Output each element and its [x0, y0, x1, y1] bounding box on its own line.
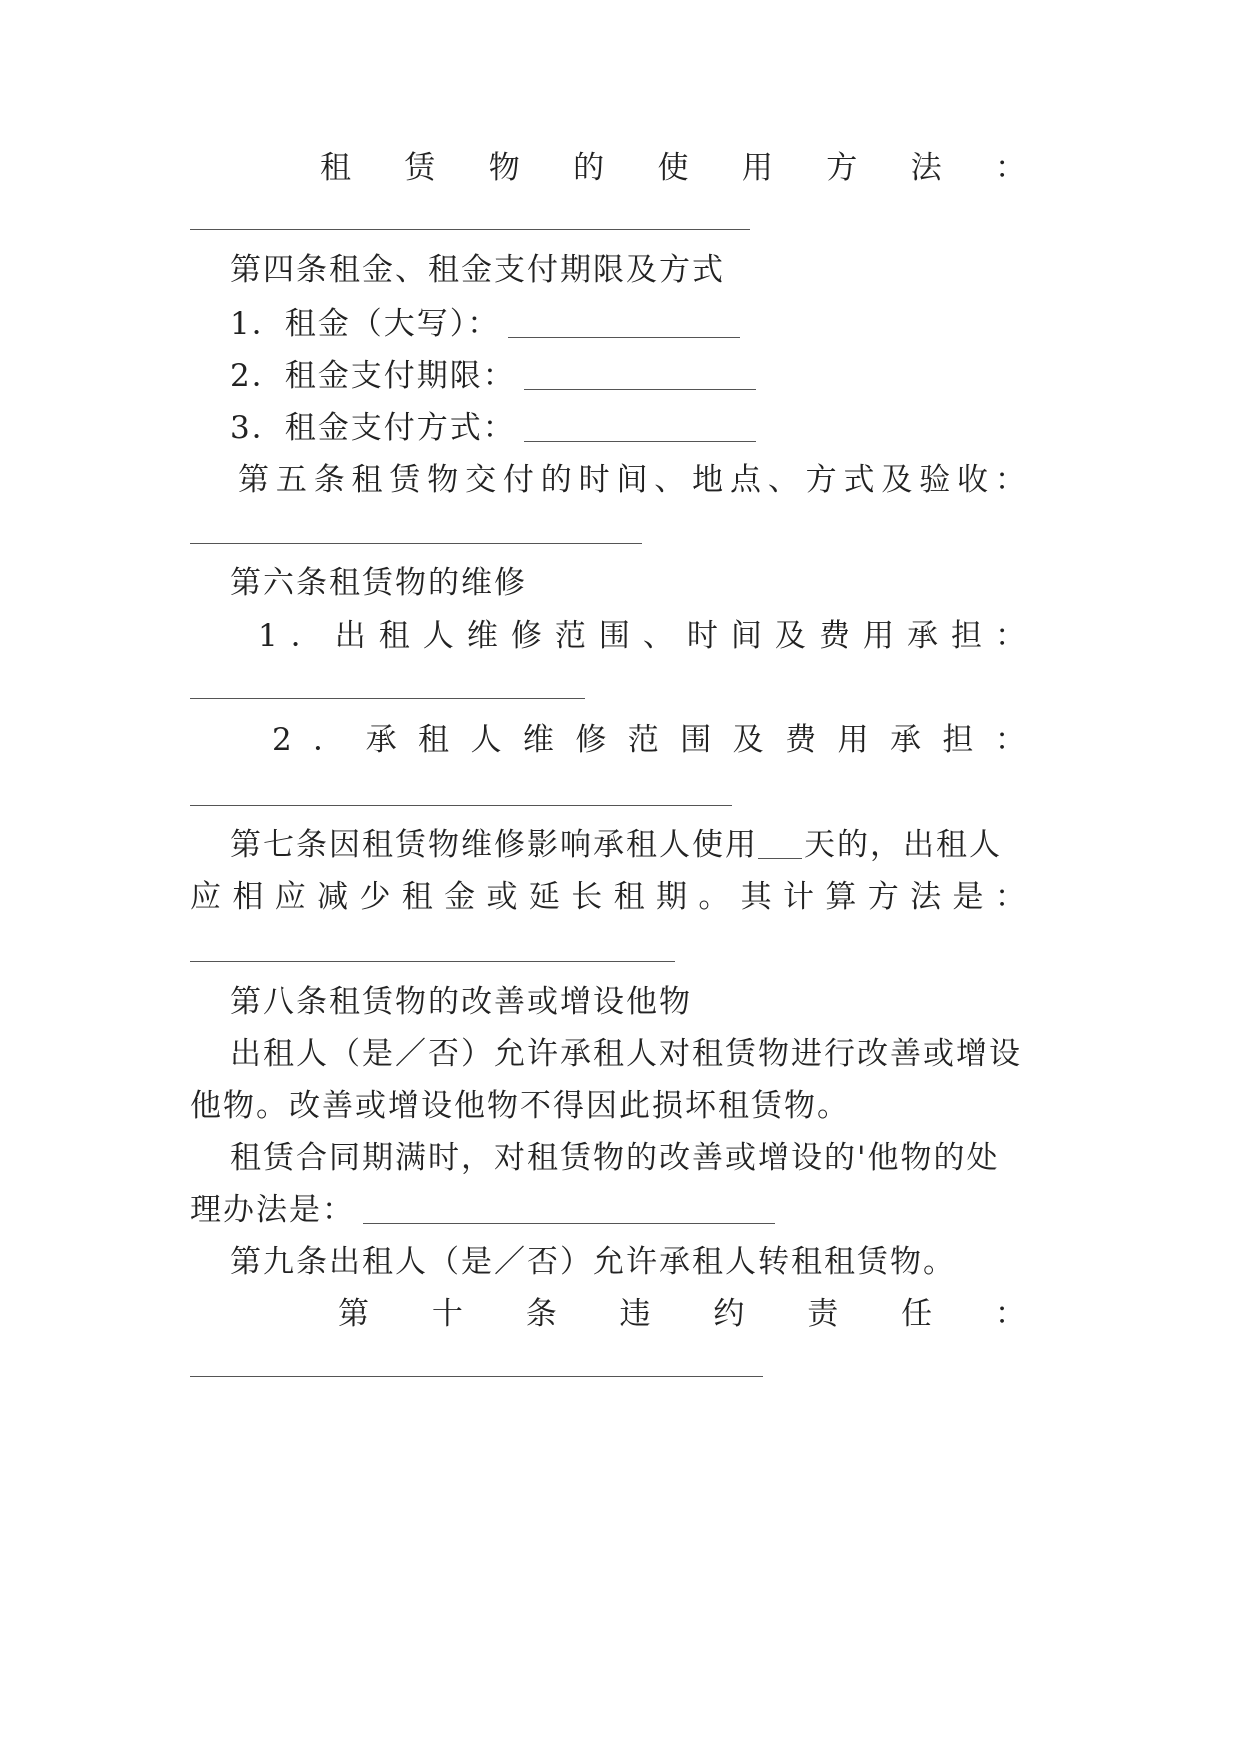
justified-char: 修 [575, 722, 609, 758]
article-4-heading: 第四条租金、租金支付期限及方式 [230, 252, 725, 288]
disposal-blank[interactable] [363, 1193, 775, 1224]
justified-char: 赁 [404, 150, 438, 186]
justified-char: 用 [837, 722, 871, 758]
justified-char: 租 [613, 879, 647, 915]
article-9-line: 第九条出租人（是／否）允许承租人转租租赁物。 [230, 1244, 956, 1280]
rent-term-label: 2．租金支付期限： [230, 358, 516, 394]
article-8-para-2b [190, 1190, 1051, 1230]
justified-char: 人 [422, 618, 456, 654]
justified-char: 十 [431, 1296, 465, 1332]
justified-char: 范 [554, 618, 588, 654]
justified-char: 间 [730, 618, 764, 654]
justified-char: 付 [502, 462, 536, 498]
days-blank[interactable] [758, 828, 802, 859]
article-10-line [338, 1294, 1028, 1334]
justified-char: 赁 [389, 462, 423, 498]
article-5-line [238, 460, 1028, 500]
justified-char: ． [290, 618, 324, 654]
justified-char: 间 [616, 462, 650, 498]
justified-char: 时 [686, 618, 720, 654]
rent-amount-label: 1．租金（大写）： [230, 306, 501, 342]
justified-char: 减 [317, 879, 351, 915]
justified-char: 交 [465, 462, 499, 498]
article-7-line-2 [190, 877, 1028, 917]
rent-amount-blank[interactable] [508, 307, 740, 338]
article-8-para-1a: 出租人（是／否）允许承租人对租赁物进行改善或增设 [230, 1036, 1022, 1072]
usage-method-line [320, 148, 1028, 188]
justified-char: 是 [952, 879, 986, 915]
article-7-text-a: 第七条因租赁物维修影响承租人使用 [230, 827, 758, 863]
justified-char: 的 [573, 150, 607, 186]
justified-char: 出 [334, 618, 368, 654]
justified-char: 围 [680, 722, 714, 758]
justified-char: 、 [767, 462, 801, 498]
justified-char: 验 [919, 462, 953, 498]
blank-line [190, 698, 585, 699]
justified-char: 租 [401, 879, 435, 915]
justified-char: 计 [783, 879, 817, 915]
justified-char: 修 [510, 618, 544, 654]
justified-char: ： [994, 462, 1028, 498]
justified-char: 、 [654, 462, 688, 498]
article-6-heading: 第六条租赁物的维修 [230, 565, 527, 601]
justified-char: 承 [906, 618, 940, 654]
justified-char: 条 [313, 462, 347, 498]
justified-char: 1 [258, 618, 280, 654]
justified-char: 的 [540, 462, 574, 498]
justified-char: 、 [642, 618, 676, 654]
justified-char: 点 [729, 462, 763, 498]
justified-char: 承 [365, 722, 399, 758]
blank-line [190, 805, 732, 806]
justified-char: 围 [598, 618, 632, 654]
justified-char: ． [313, 722, 347, 758]
justified-char: 时 [578, 462, 612, 498]
justified-char: 第 [238, 462, 271, 498]
justified-char: 五 [275, 462, 309, 498]
rent-amount-line [230, 304, 1051, 344]
rent-method-label: 3．租金支付方式： [230, 410, 516, 446]
justified-char: 担 [942, 722, 976, 758]
justified-char: 物 [488, 150, 522, 186]
lessee-repair-line [272, 720, 1028, 760]
justified-char: 条 [525, 1296, 559, 1332]
justified-char: 使 [657, 150, 691, 186]
justified-char: 第 [338, 1296, 371, 1332]
justified-char: 维 [522, 722, 556, 758]
justified-char: 任 [901, 1296, 935, 1332]
justified-char: 长 [571, 879, 605, 915]
justified-char: 方 [826, 150, 860, 186]
article-7-line-1 [230, 825, 1055, 865]
justified-char: 维 [466, 618, 500, 654]
justified-char: 其 [740, 879, 774, 915]
justified-char: 应 [274, 879, 308, 915]
justified-char: 金 [444, 879, 478, 915]
justified-char: 物 [427, 462, 461, 498]
rent-term-blank[interactable] [524, 359, 756, 390]
justified-char: 少 [359, 879, 393, 915]
blank-line [190, 543, 642, 544]
justified-char: ： [994, 722, 1028, 758]
lessor-repair-line [258, 616, 1028, 656]
justified-char: 费 [818, 618, 852, 654]
justified-char: 地 [692, 462, 726, 498]
justified-char: 算 [825, 879, 859, 915]
rent-method-line [230, 408, 1051, 448]
justified-char: 人 [470, 722, 504, 758]
blank-line [190, 1376, 763, 1377]
justified-char: 范 [627, 722, 661, 758]
justified-char: ： [994, 1296, 1028, 1332]
justified-char: ： [995, 150, 1028, 186]
article-8-para-2a: 租赁合同期满时，对租赁物的改善或增设的'他物的处 [230, 1140, 1000, 1176]
justified-char: 及 [881, 462, 915, 498]
justified-char: 期 [655, 879, 689, 915]
rent-term-line [230, 356, 1051, 396]
justified-char: 或 [486, 879, 520, 915]
justified-char: 应 [190, 879, 223, 915]
justified-char: 方 [867, 879, 901, 915]
justified-char: 租 [351, 462, 385, 498]
justified-char: 承 [889, 722, 923, 758]
justified-char: 及 [774, 618, 808, 654]
justified-char: 租 [378, 618, 412, 654]
justified-char: 相 [232, 879, 266, 915]
blank-line [190, 961, 675, 962]
justified-char: ： [995, 618, 1028, 654]
justified-char: 租 [418, 722, 452, 758]
article-8-para-1b: 他物。改善或增设他物不得因此损坏租赁物。 [190, 1088, 850, 1124]
justified-char: 违 [619, 1296, 653, 1332]
article-8-heading: 第八条租赁物的改善或增设他物 [230, 984, 692, 1020]
justified-char: 租 [320, 150, 353, 186]
justified-char: 约 [713, 1296, 747, 1332]
rent-method-blank[interactable] [524, 411, 756, 442]
justified-char: 延 [528, 879, 562, 915]
justified-char: 。 [698, 879, 732, 915]
justified-char: 收 [957, 462, 991, 498]
justified-char: 2 [272, 722, 294, 758]
justified-char: 费 [785, 722, 819, 758]
justified-char: 用 [741, 150, 775, 186]
justified-char: 式 [843, 462, 877, 498]
article-7-text-b: 天的，出租人 [804, 827, 1002, 863]
justified-char: 法 [910, 879, 944, 915]
justified-char: ： [994, 879, 1028, 915]
justified-char: 责 [807, 1296, 841, 1332]
justified-char: 法 [910, 150, 944, 186]
blank-line [190, 229, 750, 230]
disposal-label: 理办法是： [190, 1192, 355, 1228]
justified-char: 用 [862, 618, 896, 654]
justified-char: 担 [950, 618, 984, 654]
justified-char: 方 [805, 462, 839, 498]
justified-char: 及 [732, 722, 766, 758]
